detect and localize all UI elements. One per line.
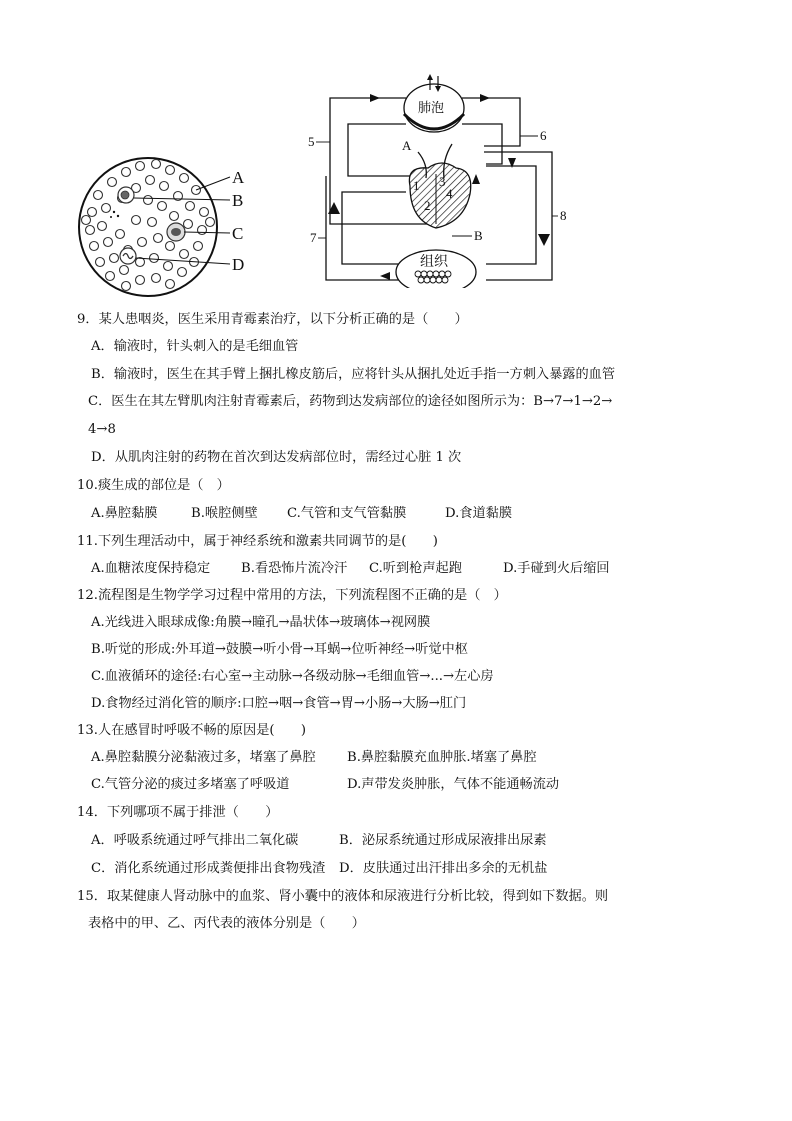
q10-option-b: B.喉腔侧壁 (191, 506, 258, 521)
q13-option-b: B.鼻腔黏膜充血肿胀.堵塞了鼻腔 (347, 750, 537, 765)
smear-label-c: C (232, 224, 244, 243)
alveoli (404, 74, 464, 132)
q14-option-b: B．泌尿系统通过形成尿液排出尿素 (339, 833, 547, 848)
q13-option-a: A.鼻腔黏膜分泌黏液过多，堵塞了鼻腔 (91, 750, 316, 765)
q12-option-c: C.血液循环的途径:右心室→主动脉→各级动脉→毛细血管→...→左心房 (91, 669, 494, 684)
white-blood-cell-c (167, 223, 185, 241)
q9-option-a: A．输液时，针头刺入的是毛细血管 (91, 339, 299, 354)
q9-option-c-continued: 4→8 (88, 422, 116, 437)
smear-label-a: A (232, 168, 245, 187)
q10-option-c: C.气管和支气管黏膜 (287, 506, 407, 521)
circ-label-a: A (402, 138, 412, 153)
q12-stem: 12.流程图是生物学学习过程中常用的方法，下列流程图不正确的是（ ） (77, 588, 507, 603)
q12-option-b: B.听觉的形成:外耳道→鼓膜→听小骨→耳蜗→位听神经→听觉中枢 (91, 642, 468, 657)
heart-label-4: 4 (446, 186, 453, 201)
q14-stem: 14．下列哪项不属于排泄（ ） (77, 805, 279, 820)
vessel-label-5: 5 (308, 134, 315, 149)
q13-option-c: C.气管分泌的痰过多堵塞了呼吸道 (91, 777, 290, 792)
heart-label-2: 2 (424, 198, 431, 213)
heart-label-3: 3 (439, 174, 446, 189)
q10-stem: 10.痰生成的部位是（ ） (77, 478, 230, 493)
q9-stem: 9．某人患咽炎，医生采用青霉素治疗，以下分析正确的是（ ） (77, 312, 468, 327)
alveoli-label: 肺泡 (418, 100, 445, 115)
q11-options (91, 560, 610, 578)
q11-option-b: B.看恐怖片流冷汗 (241, 561, 348, 576)
q14-option-a: A．呼吸系统通过呼气排出二氧化碳 (91, 833, 299, 848)
q12-option-d: D.食物经过消化管的顺序:口腔→咽→食管→胃→小肠→大肠→肛门 (91, 696, 467, 711)
q15-stem: 15．取某健康人肾动脉中的血浆、肾小囊中的液体和尿液进行分析比较，得到如下数据。则 (77, 889, 609, 904)
q10-options (91, 505, 512, 523)
q12-option-a: A.光线进入眼球成像:角膜→瞳孔→晶状体→玻璃体→视网膜 (91, 615, 431, 630)
q14-options-row2 (91, 860, 547, 878)
q13-option-d: D.声带发炎肿胀，气体不能通畅流动 (347, 777, 560, 792)
white-blood-cell-d (120, 248, 136, 264)
q14-option-d: D．皮肤通过出汗排出多余的无机盐 (339, 861, 548, 876)
q10-option-a: A.鼻腔黏膜 (91, 506, 158, 521)
smear-label-b: B (232, 191, 244, 210)
heart-label-1: 1 (413, 178, 420, 193)
circ-label-b: B (474, 228, 483, 243)
vessel-label-7: 7 (310, 230, 317, 245)
white-blood-cell-b (118, 187, 134, 203)
q11-option-d: D.手碰到火后缩回 (503, 561, 610, 576)
tissue-label: 组织 (420, 255, 448, 270)
circulation-figure (306, 74, 590, 288)
q14-option-c: C．消化系统通过形成粪便排出食物残渣 (91, 861, 326, 876)
q11-option-c: C.听到枪声起跑 (369, 561, 462, 576)
q11-stem: 11.下列生理活动中，属于神经系统和激素共同调节的是( ) (77, 534, 438, 549)
q9-option-d: D．从肌肉注射的药物在首次到达发病部位时，需经过心脏 1 次 (91, 450, 462, 465)
smear-label-d: D (232, 255, 245, 274)
q9-option-b: B．输液时，医生在其手臂上捆扎橡皮筋后，应将针头从捆扎处近手指一方刺入暴露的血管 (91, 367, 615, 382)
q11-option-a: A.血糖浓度保持稳定 (91, 561, 211, 576)
q13-options-row1 (91, 749, 537, 767)
q15-stem-continued: 表格中的甲、乙、丙代表的液体分别是（ ） (88, 916, 365, 931)
q14-options-row1 (91, 832, 547, 850)
vessel-label-8: 8 (560, 208, 567, 223)
tissue (396, 250, 476, 288)
q13-stem: 13.人在感冒时呼吸不畅的原因是( ) (77, 723, 307, 738)
blood-smear-figure (78, 150, 256, 302)
vessel-label-6: 6 (540, 128, 547, 143)
q13-options-row2 (91, 776, 559, 794)
q10-option-d: D.食道黏膜 (445, 506, 513, 521)
q9-option-c: C．医生在其左臂肌肉注射青霉素后，药物到达发病部位的途径如图所示为：B→7→1→2→ (88, 394, 613, 409)
